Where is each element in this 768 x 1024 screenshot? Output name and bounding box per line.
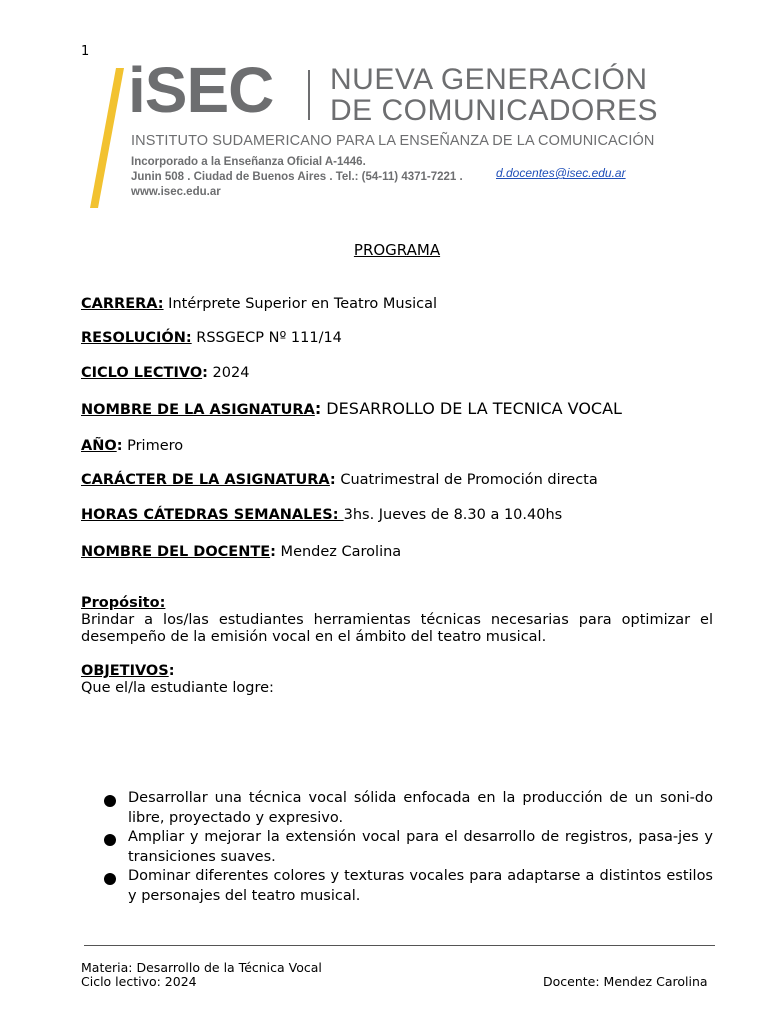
field-label: CARRERA: <box>81 296 164 312</box>
field-label: RESOLUCIÓN: <box>81 330 192 346</box>
purpose-section <box>81 595 713 646</box>
footer-cycle: Ciclo lectivo: 2024 <box>81 974 197 989</box>
field-value: Intérprete Superior en Teatro Musical <box>163 296 438 312</box>
field-value: RSSGECP Nº 111/14 <box>191 330 342 346</box>
email-link[interactable]: d.docentes@isec.edu.ar <box>496 166 626 180</box>
field-value: 3hs. Jueves de 8.30 a 10.40hs <box>343 507 563 523</box>
bullet-icon <box>104 795 116 807</box>
objectives-intro: Que el/la estudiante logre: <box>81 680 274 696</box>
field-value: Primero <box>122 438 184 454</box>
isec-logo: iSEC <box>128 54 274 126</box>
field-label: CICLO LECTIVO <box>81 365 203 381</box>
institution-address: Junin 508 . Ciudad de Buenos Aires . Tel.: (54-11) 4371-7221 . <box>131 171 463 183</box>
document-title: PROGRAMA <box>353 241 441 259</box>
tagline-line-1: NUEVA GENERACIÓN <box>330 63 648 96</box>
purpose-title: Propósito: <box>81 595 166 611</box>
field-value: DESARROLLO DE LA TECNICA VOCAL <box>321 399 622 418</box>
list-item: Dominar diferentes colores y texturas vocales para adaptarse a distintos estilos y personajes del teatro musical. <box>104 867 713 906</box>
field-label: HORAS CÁTEDRAS SEMANALES: <box>81 507 344 523</box>
field-career <box>81 296 437 312</box>
incorporation-note: Incorporado a la Enseñanza Oficial A-1446. <box>131 156 366 168</box>
bullet-icon <box>104 834 116 846</box>
bullet-icon <box>104 873 116 885</box>
list-item: Ampliar y mejorar la extensión vocal para el desarrollo de registros, pasa-jes y transiciones suaves. <box>104 828 713 867</box>
field-subject-type: CARÁCTER DE LA ASIGNATURA: Cuatrimestral de Promoción directa <box>81 472 598 488</box>
field-value: Cuatrimestral de Promoción directa <box>335 472 598 488</box>
logo-accent-bar <box>90 68 96 202</box>
objectives-section: OBJETIVOS: Que el/la estudiante logre: <box>81 663 713 697</box>
list-item: Desarrollar una técnica vocal sólida enfocada en la producción de un soni-do libre, proyectado y expresivo. <box>104 789 713 828</box>
field-subject-name: NOMBRE DE LA ASIGNATURA: DESARROLLO DE LA TECNICA VOCAL <box>81 399 622 418</box>
institution-website: www.isec.edu.ar <box>131 186 221 198</box>
footer-divider <box>84 945 715 946</box>
field-school-year: CICLO LECTIVO: 2024 <box>81 365 250 381</box>
field-label: NOMBRE DEL DOCENTE <box>81 544 271 560</box>
institution-name: INSTITUTO SUDAMERICANO PARA LA ENSEÑANZA DE LA COMUNICACIÓN <box>131 133 655 149</box>
purpose-text: Brindar a los/las estudiantes herramientas técnicas necesarias para optimizar el desempeño de la emisión vocal en el ámbito del teatro musical. <box>81 612 713 645</box>
field-resolution <box>81 330 342 346</box>
field-year: AÑO: Primero <box>81 438 184 454</box>
page-number: 1 <box>81 44 90 59</box>
footer-teacher: Docente: Mendez Carolina <box>543 974 708 989</box>
logo-tagline <box>330 64 658 126</box>
footer-subject: Materia: Desarrollo de la Técnica Vocal <box>81 960 322 975</box>
field-value: 2024 <box>207 365 250 381</box>
field-label: NOMBRE DE LA ASIGNATURA <box>81 402 315 418</box>
objectives-list <box>104 789 713 906</box>
objectives-title: OBJETIVOS <box>81 663 169 679</box>
logo-divider <box>308 70 310 120</box>
field-weekly-hours <box>81 507 562 523</box>
field-label: AÑO <box>81 438 117 454</box>
field-teacher: NOMBRE DEL DOCENTE: Mendez Carolina <box>81 544 402 560</box>
tagline-line-2: DE COMUNICADORES <box>330 94 659 127</box>
field-label: CARÁCTER DE LA ASIGNATURA <box>81 472 330 488</box>
field-value: Mendez Carolina <box>275 544 402 560</box>
